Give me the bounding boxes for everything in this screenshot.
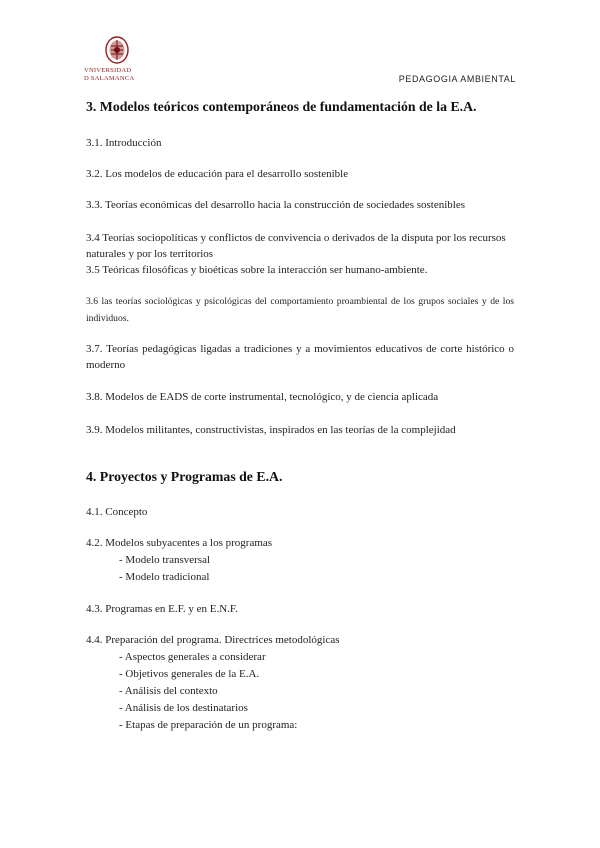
university-name: VNIVERSIDAD D SALAMANCA [84,67,135,82]
section-item: 3.5 Teóricas filosóficas y bioéticas sobre la interacción ser humano-ambiente. [86,264,428,276]
sub-item: - Aspectos generales a considerar [119,651,266,663]
section-item: 3.3. Teorías económicas del desarrollo hacia la construcción de sociedades sostenibles [86,199,466,211]
sub-item: - Objetivos generales de la E.A. [119,668,260,680]
sub-item: - Etapas de preparación de un programa: [119,719,298,731]
section-item: 3.4 Teorías sociopolíticas y conflictos de convivencia o derivados de la disputa por los recursos naturales y por los territorios [86,232,506,260]
section-item: 3.6 las teorías sociológicas y psicológicas del comportamiento proambiental de los grupos sociales y de los individuos. [86,296,514,324]
document-header-title: PEDAGOGIA AMBIENTAL [398,74,516,84]
section-item: 3.9. Modelos militantes, constructivistas, inspirados en las teorías de la complejidad [86,424,456,436]
sub-item: - Modelo tradicional [119,571,210,583]
university-seal-icon [104,36,130,66]
section-item: 3.8. Modelos de EADS de corte instrumental, tecnológico, y de ciencia aplicada [86,391,439,403]
section-item: 4.1. Concepto [86,506,148,518]
section-item: 4.2. Modelos subyacentes a los programas [86,537,273,549]
section-item: 3.1. Introducción [86,137,162,149]
section-3-heading: 3. Modelos teóricos contemporáneos de fundamentación de la E.A. [86,99,477,114]
sub-item: - Análisis de los destinatarios [119,702,248,714]
section-item: 4.3. Programas en E.F. y en E.N.F. [86,603,238,615]
section-item: 3.2. Los modelos de educación para el desarrollo sostenible [86,168,349,180]
section-item: 4.4. Preparación del programa. Directrices metodológicas [86,634,340,646]
sub-item: - Análisis del contexto [119,685,218,697]
section-4-heading: 4. Proyectos y Programas de E.A. [86,469,283,484]
section-item: 3.7. Teorías pedagógicas ligadas a tradiciones y a movimientos educativos de corte histórico o moderno [86,343,514,371]
sub-item: - Modelo transversal [119,554,211,566]
